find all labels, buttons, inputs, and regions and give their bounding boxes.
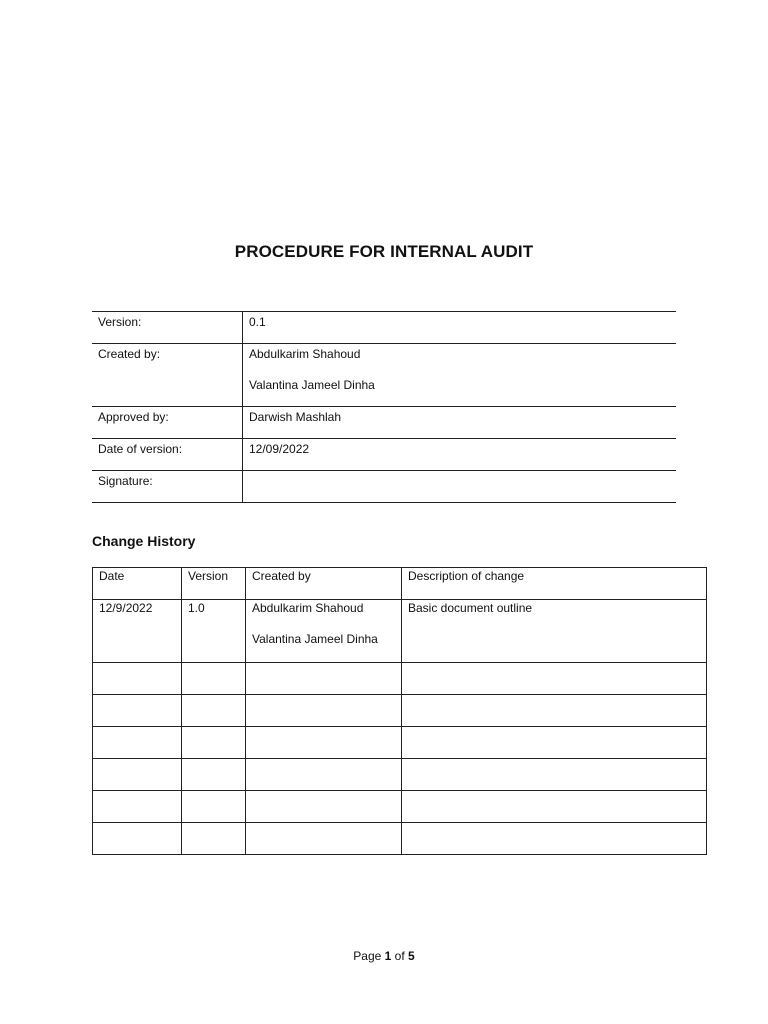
empty-cell (246, 727, 402, 759)
empty-cell (402, 727, 707, 759)
page-total: 5 (408, 949, 415, 963)
empty-cell (182, 695, 246, 727)
empty-cell (246, 823, 402, 855)
empty-cell (182, 791, 246, 823)
creator-name: Abdulkarim Shahoud (252, 601, 364, 615)
table-row (93, 695, 707, 727)
empty-cell (246, 663, 402, 695)
creator-name: Valantina Jameel Dinha (252, 632, 378, 646)
empty-cell (402, 823, 707, 855)
approved-by-label: Approved by: (92, 407, 243, 439)
table-row (93, 823, 707, 855)
info-row-date-of-version (92, 439, 676, 471)
empty-cell (93, 727, 182, 759)
empty-cell (402, 759, 707, 791)
empty-cell (246, 791, 402, 823)
document-title: PROCEDURE FOR INTERNAL AUDIT (234, 242, 534, 261)
version-value: 0.1 (243, 312, 677, 344)
created-by-label: Created by: (92, 344, 243, 407)
date-of-version-value: 12/09/2022 (243, 439, 677, 471)
column-header-description: Description of change (402, 568, 707, 600)
info-row-created-by (92, 344, 676, 407)
empty-cell (93, 759, 182, 791)
table-row (93, 663, 707, 695)
column-header-version: Version (182, 568, 246, 600)
history-header-row (93, 568, 707, 600)
empty-cell (93, 823, 182, 855)
empty-cell (402, 695, 707, 727)
column-header-created-by: Created by (246, 568, 402, 600)
table-row (93, 600, 707, 663)
page-word: Page (353, 949, 382, 963)
page-current: 1 (384, 949, 392, 963)
table-row (93, 727, 707, 759)
empty-cell (93, 695, 182, 727)
change-history-table (92, 567, 707, 855)
creator-name: Valantina Jameel Dinha (249, 378, 375, 392)
column-header-date: Date (93, 568, 182, 600)
empty-cell (182, 823, 246, 855)
empty-cell (246, 759, 402, 791)
empty-cell (93, 791, 182, 823)
info-row-approved-by (92, 407, 676, 439)
empty-cell (93, 663, 182, 695)
change-history-heading: Change History (92, 533, 196, 549)
empty-cell (182, 727, 246, 759)
info-row-version (92, 312, 676, 344)
date-of-version-label: Date of version: (92, 439, 243, 471)
history-created-by-cell (246, 600, 402, 663)
empty-cell (246, 695, 402, 727)
table-row (93, 759, 707, 791)
table-row (93, 791, 707, 823)
approved-by-value: Darwish Mashlah (243, 407, 677, 439)
page-number (0, 949, 768, 963)
empty-cell (182, 759, 246, 791)
history-version-cell: 1.0 (182, 600, 246, 663)
page-of-word: of (394, 949, 405, 963)
info-row-signature (92, 471, 676, 503)
history-description-cell: Basic document outline (402, 600, 707, 663)
document-info-table (92, 311, 676, 503)
empty-cell (402, 663, 707, 695)
creator-name: Abdulkarim Shahoud (249, 347, 361, 361)
signature-value (243, 471, 677, 503)
empty-cell (182, 663, 246, 695)
empty-cell (402, 791, 707, 823)
version-label: Version: (92, 312, 243, 344)
signature-label: Signature: (92, 471, 243, 503)
history-date-cell: 12/9/2022 (93, 600, 182, 663)
created-by-value (243, 344, 677, 407)
